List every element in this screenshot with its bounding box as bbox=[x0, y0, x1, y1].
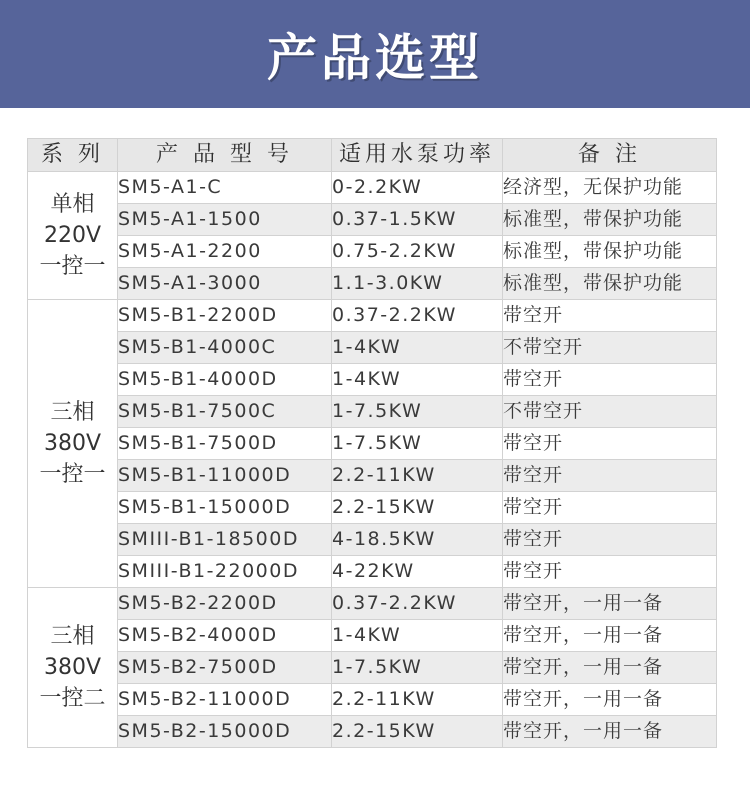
model-cell: SM5-B2-15000D bbox=[118, 716, 332, 748]
remarks-cell: 带空开 bbox=[503, 428, 717, 460]
header-series: 系 列 bbox=[28, 139, 118, 172]
series-cell bbox=[28, 300, 118, 588]
remarks-cell: 带空开 bbox=[503, 556, 717, 588]
remarks-cell: 带空开，一用一备 bbox=[503, 652, 717, 684]
pump-power-cell: 0.37-1.5KW bbox=[332, 204, 503, 236]
title-banner bbox=[0, 0, 750, 108]
model-cell: SM5-A1-2200 bbox=[118, 236, 332, 268]
model-cell: SM5-A1-1500 bbox=[118, 204, 332, 236]
remarks-cell: 带空开 bbox=[503, 492, 717, 524]
pump-power-cell: 1-4KW bbox=[332, 332, 503, 364]
header-remarks: 备 注 bbox=[503, 139, 717, 172]
remarks-cell: 不带空开 bbox=[503, 396, 717, 428]
pump-power-cell: 4-18.5KW bbox=[332, 524, 503, 556]
model-cell: SM5-B1-7500C bbox=[118, 396, 332, 428]
remarks-cell: 不带空开 bbox=[503, 332, 717, 364]
table-row bbox=[28, 268, 717, 300]
table-row bbox=[28, 620, 717, 652]
table-row bbox=[28, 236, 717, 268]
model-cell: SM5-B2-2200D bbox=[118, 588, 332, 620]
table-row bbox=[28, 588, 717, 620]
model-cell: SM5-B1-4000C bbox=[118, 332, 332, 364]
pump-power-cell: 0.37-2.2KW bbox=[332, 588, 503, 620]
table-row bbox=[28, 396, 717, 428]
pump-power-cell: 2.2-15KW bbox=[332, 492, 503, 524]
series-label-line: 三相 bbox=[50, 624, 95, 649]
pump-power-cell: 1.1-3.0KW bbox=[332, 268, 503, 300]
remarks-cell: 标准型，带保护功能 bbox=[503, 268, 717, 300]
model-cell: SM5-B2-11000D bbox=[118, 684, 332, 716]
model-cell: SM5-B2-7500D bbox=[118, 652, 332, 684]
model-cell: SM5-B2-4000D bbox=[118, 620, 332, 652]
series-label-line: 380V bbox=[43, 431, 102, 456]
table-body bbox=[28, 172, 717, 748]
table-row bbox=[28, 492, 717, 524]
model-cell: SM5-B1-15000D bbox=[118, 492, 332, 524]
header-model: 产 品 型 号 bbox=[118, 139, 332, 172]
pump-power-cell: 0.75-2.2KW bbox=[332, 236, 503, 268]
pump-power-cell: 2.2-11KW bbox=[332, 684, 503, 716]
table-row bbox=[28, 716, 717, 748]
table-row bbox=[28, 204, 717, 236]
pump-power-cell: 1-7.5KW bbox=[332, 652, 503, 684]
remarks-cell: 带空开，一用一备 bbox=[503, 684, 717, 716]
pump-power-cell: 1-4KW bbox=[332, 364, 503, 396]
model-cell: SM5-A1-C bbox=[118, 172, 332, 204]
pump-power-cell: 2.2-15KW bbox=[332, 716, 503, 748]
pump-power-cell: 2.2-11KW bbox=[332, 460, 503, 492]
header-pump-power: 适用水泵功率 bbox=[332, 139, 503, 172]
series-label-line: 一控一 bbox=[39, 462, 106, 487]
remarks-cell: 标准型，带保护功能 bbox=[503, 204, 717, 236]
remarks-cell: 带空开 bbox=[503, 524, 717, 556]
table-row bbox=[28, 300, 717, 332]
table-row bbox=[28, 652, 717, 684]
table-row bbox=[28, 556, 717, 588]
model-cell: SM5-B1-7500D bbox=[118, 428, 332, 460]
series-label-line: 单相 bbox=[50, 192, 95, 217]
table-row bbox=[28, 172, 717, 204]
remarks-cell: 带空开，一用一备 bbox=[503, 588, 717, 620]
series-label-line: 一控一 bbox=[39, 254, 106, 279]
table-row bbox=[28, 460, 717, 492]
pump-power-cell: 0-2.2KW bbox=[332, 172, 503, 204]
table-row bbox=[28, 524, 717, 556]
remarks-cell: 带空开，一用一备 bbox=[503, 716, 717, 748]
model-cell: SM5-A1-3000 bbox=[118, 268, 332, 300]
table-row bbox=[28, 332, 717, 364]
remarks-cell: 带空开 bbox=[503, 364, 717, 396]
remarks-cell: 带空开 bbox=[503, 460, 717, 492]
series-cell bbox=[28, 172, 118, 300]
series-label-line: 220V bbox=[43, 223, 102, 248]
page-title: 产品选型 bbox=[267, 29, 483, 87]
table-row bbox=[28, 428, 717, 460]
remarks-cell: 经济型，无保护功能 bbox=[503, 172, 717, 204]
remarks-cell: 带空开，一用一备 bbox=[503, 620, 717, 652]
table-header-row bbox=[28, 139, 717, 172]
remarks-cell: 带空开 bbox=[503, 300, 717, 332]
model-cell: SM5-B1-4000D bbox=[118, 364, 332, 396]
table-row bbox=[28, 364, 717, 396]
series-cell bbox=[28, 588, 118, 748]
series-label-line: 一控二 bbox=[39, 686, 106, 711]
model-cell: SMIII-B1-18500D bbox=[118, 524, 332, 556]
pump-power-cell: 1-4KW bbox=[332, 620, 503, 652]
series-label-line: 三相 bbox=[50, 400, 95, 425]
product-selection-table bbox=[27, 138, 717, 748]
model-cell: SMIII-B1-22000D bbox=[118, 556, 332, 588]
pump-power-cell: 1-7.5KW bbox=[332, 396, 503, 428]
model-cell: SM5-B1-2200D bbox=[118, 300, 332, 332]
remarks-cell: 标准型，带保护功能 bbox=[503, 236, 717, 268]
pump-power-cell: 4-22KW bbox=[332, 556, 503, 588]
series-label-line: 380V bbox=[43, 655, 102, 680]
pump-power-cell: 1-7.5KW bbox=[332, 428, 503, 460]
model-cell: SM5-B1-11000D bbox=[118, 460, 332, 492]
pump-power-cell: 0.37-2.2KW bbox=[332, 300, 503, 332]
table-row bbox=[28, 684, 717, 716]
